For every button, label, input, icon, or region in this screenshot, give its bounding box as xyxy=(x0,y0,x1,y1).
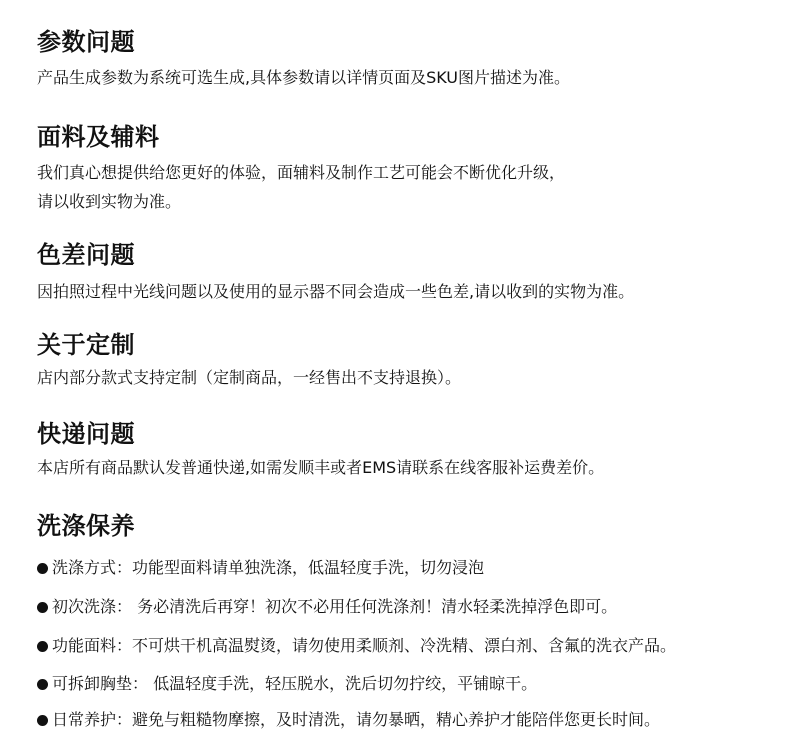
bullet-icon xyxy=(37,679,48,690)
care-item-text: 洗涤方式：功能型面料请单独洗涤，低温轻度手洗，切勿浸泡 xyxy=(52,558,485,577)
parameters-text: 产品生成参数为系统可选生成,具体参数请以详情页面及SKU图片描述为准。 xyxy=(37,68,571,87)
bullet-icon xyxy=(37,715,48,726)
section-title-delivery: 快递问题 xyxy=(37,420,135,448)
care-item xyxy=(37,709,660,731)
bullet-icon xyxy=(37,602,48,613)
fabric-text-line-2: 请以收到实物为准。 xyxy=(37,192,182,211)
customization-text: 店内部分款式支持定制（定制商品，一经售出不支持退换）。 xyxy=(37,368,462,387)
care-item-text: 功能面料：不可烘干机高温熨烫，请勿使用柔顺剂、冷洗精、漂白剂、含氟的洗衣产品。 xyxy=(52,636,677,655)
bullet-icon xyxy=(37,641,48,652)
section-title-color-difference: 色差问题 xyxy=(37,241,135,269)
section-title-washing-care: 洗涤保养 xyxy=(37,512,135,540)
section-title-customization: 关于定制 xyxy=(37,331,135,359)
delivery-text: 本店所有商品默认发普通快递,如需发顺丰或者EMS请联系在线客服补运费差价。 xyxy=(37,458,605,477)
care-item-text: 初次洗涤： 务必清洗后再穿！初次不必用任何洗涤剂！清水轻柔洗掉浮色即可。 xyxy=(52,597,618,616)
care-item xyxy=(37,557,484,579)
fabric-text-line-1: 我们真心想提供给您更好的体验，面辅料及制作工艺可能会不断优化升级， xyxy=(37,163,566,182)
section-title-parameters: 参数问题 xyxy=(37,28,135,56)
color-difference-text: 因拍照过程中光线问题以及使用的显示器不同会造成一些色差,请以收到的实物为准。 xyxy=(37,282,635,301)
care-item-text: 可拆卸胸垫： 低温轻度手洗，轻压脱水，洗后切勿拧绞，平铺晾干。 xyxy=(52,674,538,693)
section-title-fabric: 面料及辅料 xyxy=(37,123,160,151)
care-item xyxy=(37,673,537,695)
bullet-icon xyxy=(37,563,48,574)
care-item xyxy=(37,596,617,618)
care-item-text: 日常养护：避免与粗糙物摩擦，及时清洗，请勿暴晒，精心养护才能陪伴您更长时间。 xyxy=(52,710,661,729)
care-item xyxy=(37,635,676,657)
